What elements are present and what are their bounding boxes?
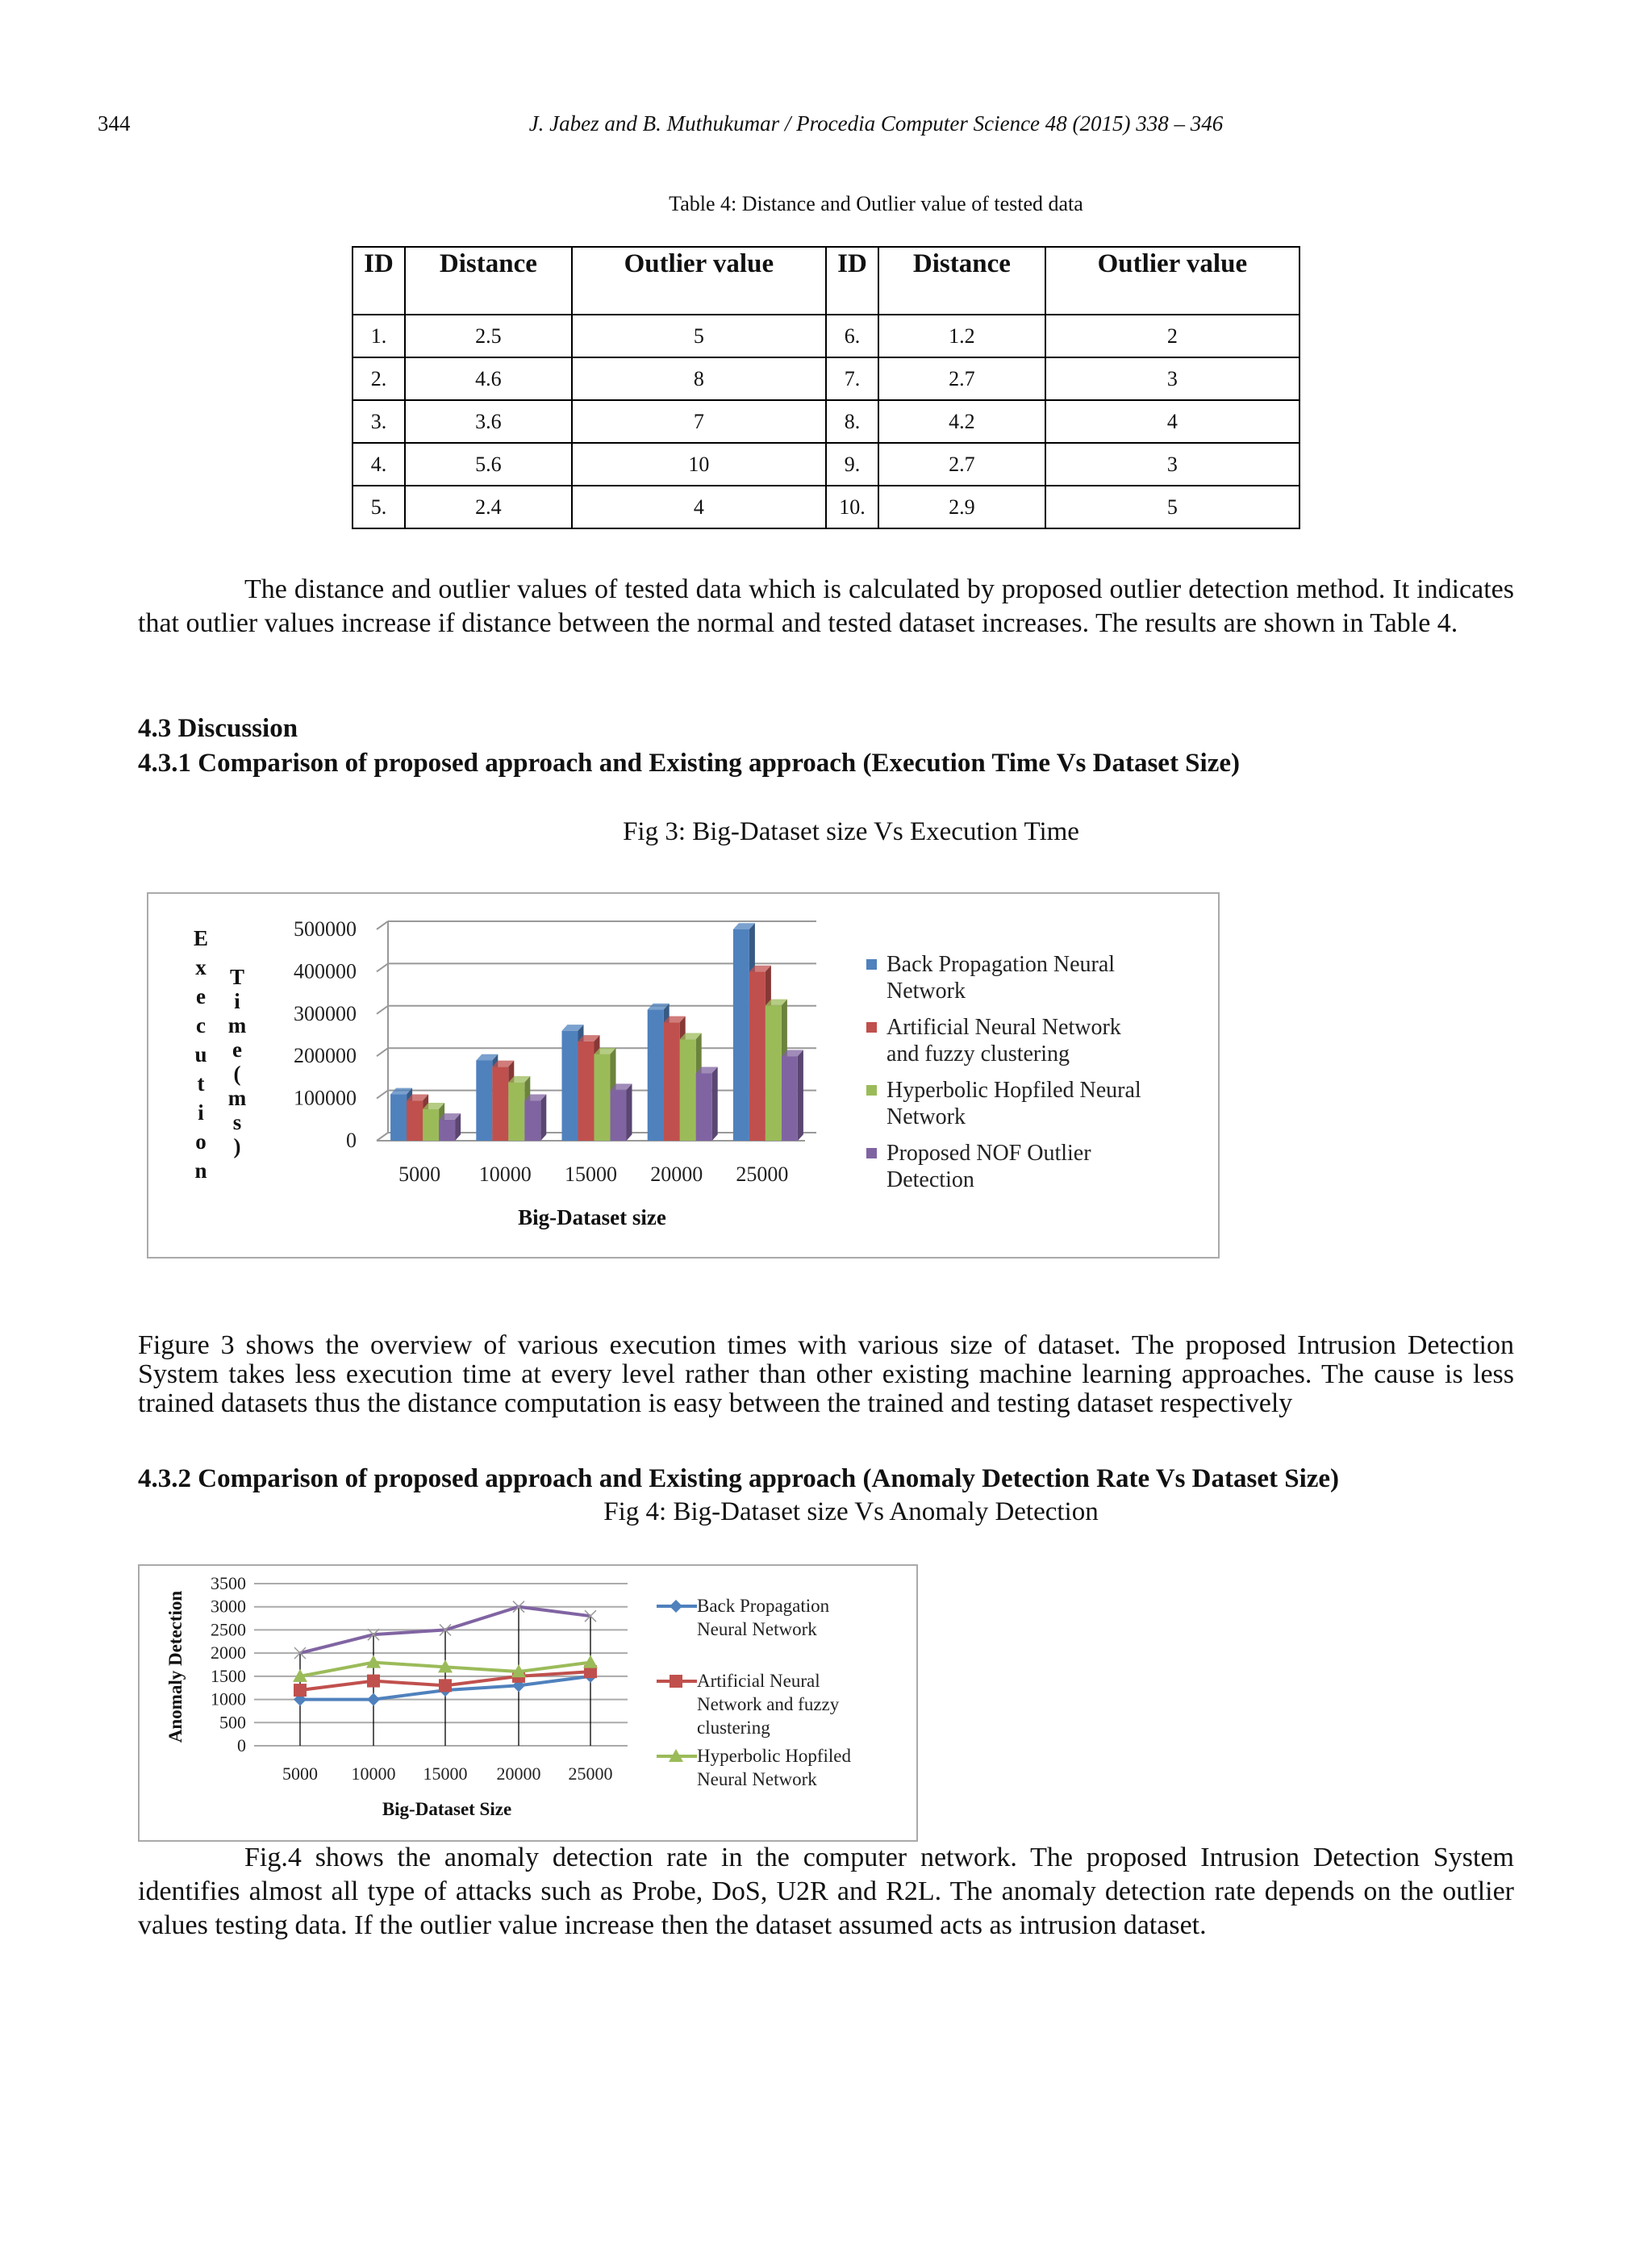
table-caption: Table 4: Distance and Outlier value of tested data xyxy=(669,192,1083,215)
table-cell: 5. xyxy=(353,486,405,528)
y-axis-title: Anomaly Detection xyxy=(165,1590,186,1743)
y-tick-label: 3000 xyxy=(211,1596,246,1617)
table-cell: 9. xyxy=(826,443,878,486)
y-tick-label: 500 xyxy=(219,1712,246,1733)
diamond-marker xyxy=(367,1693,380,1706)
legend-label: Artificial Neural Network xyxy=(886,1015,1121,1040)
legend-label: Hyperbolic Hopfiled xyxy=(697,1746,851,1766)
table-header-cell: Distance xyxy=(405,247,572,315)
figure-3-caption: Fig 3: Big-Dataset size Vs Execution Time xyxy=(623,817,1079,846)
x-tick-label: 10000 xyxy=(478,1162,532,1186)
legend-label: Neural Network xyxy=(697,1619,817,1639)
x-tick-label: 5000 xyxy=(282,1764,318,1784)
y-axis-title-execution: E x e c u t i o n xyxy=(193,926,209,1183)
table-cell: 2.9 xyxy=(878,486,1045,528)
y-tick-label: 200000 xyxy=(294,1044,357,1068)
figure-4-caption: Fig 4: Big-Dataset size Vs Anomaly Detection xyxy=(603,1497,1099,1526)
y-tick-label: 0 xyxy=(346,1129,357,1152)
y-tick-label: 1000 xyxy=(211,1688,246,1709)
y-tick-label: 100000 xyxy=(294,1086,357,1110)
table-cell: 10. xyxy=(826,486,878,528)
table-cell: 1.2 xyxy=(878,315,1045,357)
legend-label: Network xyxy=(886,1104,966,1129)
y-tick-label: 2000 xyxy=(211,1642,246,1663)
paragraph-table-results: The distance and outlier values of tested data which is calculated by proposed outlier detection method. It indicates that outlier values increase if distance between the normal and tested dataset increases. The results are shown in Table 4. xyxy=(138,574,1514,638)
legend-label: Back Propagation Neural xyxy=(886,952,1116,977)
table-header-cell: ID xyxy=(353,247,405,315)
legend-label: Back Propagation xyxy=(697,1596,830,1616)
legend-label: Artificial Neural xyxy=(697,1671,820,1691)
y-tick-label: 3500 xyxy=(211,1573,246,1593)
table-cell: 8 xyxy=(572,357,826,400)
table-header-cell: Outlier value xyxy=(572,247,826,315)
x-tick-label: 25000 xyxy=(568,1764,613,1784)
x-tick-label: 15000 xyxy=(423,1764,468,1784)
y-tick-label: 1500 xyxy=(211,1665,246,1686)
table-header-cell: Distance xyxy=(878,247,1045,315)
table-cell: 2 xyxy=(1045,315,1299,357)
paragraph-figure-3: Figure 3 shows the overview of various execution times with various size of dataset. The proposed Intrusion Detection System takes less execution time at every level rather than other existing machine learning approaches. The cause is less trained datasets thus the distance computation is easy between the trained and testing dataset respectively xyxy=(138,1330,1514,1418)
table-cell: 3.6 xyxy=(405,400,572,443)
x-tick-label: 15000 xyxy=(565,1162,617,1186)
table-cell: 3. xyxy=(353,400,405,443)
table-cell: 2.7 xyxy=(878,357,1045,400)
section-heading-4-3-2: 4.3.2 Comparison of proposed approach and Existing approach (Anomaly Detection Rate Vs Dataset Size) xyxy=(138,1464,1340,1493)
legend-label: clustering xyxy=(697,1718,770,1738)
table-cell: 4 xyxy=(1045,400,1299,443)
table-cell: 2.5 xyxy=(405,315,572,357)
table-cell: 3 xyxy=(1045,357,1299,400)
y-tick-label: 0 xyxy=(237,1735,246,1755)
y-tick-label: 400000 xyxy=(294,959,357,983)
table-cell: 2.7 xyxy=(878,443,1045,486)
table-cell: 4. xyxy=(353,443,405,486)
x-axis-title: Big-Dataset size xyxy=(518,1205,666,1229)
y-tick-label: 500000 xyxy=(294,917,357,941)
x-tick-label: 20000 xyxy=(650,1162,703,1186)
table-cell: 1. xyxy=(353,315,405,357)
y-axis-title-time: T i m e ( m s ) xyxy=(227,965,247,1158)
square-marker xyxy=(367,1675,380,1688)
legend-label: and fuzzy clustering xyxy=(886,1041,1070,1066)
legend-label: Detection xyxy=(886,1167,974,1192)
section-heading-discussion: 4.3 Discussion xyxy=(138,714,298,743)
x-tick-label: 25000 xyxy=(736,1162,789,1186)
square-marker xyxy=(294,1684,307,1697)
x-axis-title: Big-Dataset Size xyxy=(382,1799,512,1819)
table-cell: 5 xyxy=(1045,486,1299,528)
table-cell: 3 xyxy=(1045,443,1299,486)
table-cell: 2.4 xyxy=(405,486,572,528)
legend-label: Network xyxy=(886,979,966,1004)
page-number: 344 xyxy=(98,111,131,136)
table-cell: 4.2 xyxy=(878,400,1045,443)
square-marker xyxy=(670,1675,682,1688)
x-tick-label: 10000 xyxy=(351,1764,396,1784)
y-tick-label: 2500 xyxy=(211,1619,246,1640)
table-header-cell: Outlier value xyxy=(1045,247,1299,315)
table-cell: 10 xyxy=(572,443,826,486)
table-cell: 7. xyxy=(826,357,878,400)
table-cell: 7 xyxy=(572,400,826,443)
y-tick-label: 300000 xyxy=(294,1001,357,1025)
legend-label: Network and fuzzy xyxy=(697,1694,840,1714)
table-cell: 6. xyxy=(826,315,878,357)
table-cell: 5.6 xyxy=(405,443,572,486)
table-cell: 4 xyxy=(572,486,826,528)
paragraph-figure-4: Fig.4 shows the anomaly detection rate in the computer network. The proposed Intrusion Detection System identifies almost all type of attacks such as Probe, DoS, U2R and R2L. The anomaly detection rate depends on the outlier values testing data. If the outlier value increase then the dataset assumed acts as intrusion dataset. xyxy=(138,1843,1514,1940)
legend-label: Neural Network xyxy=(697,1769,817,1789)
table-cell: 4.6 xyxy=(405,357,572,400)
table-cell: 8. xyxy=(826,400,878,443)
legend-label: Hyperbolic Hopfiled Neural xyxy=(886,1078,1141,1103)
table-header-cell: ID xyxy=(826,247,878,315)
section-heading-4-3-1: 4.3.1 Comparison of proposed approach and Existing approach (Execution Time Vs Dataset Size) xyxy=(138,749,1240,778)
running-title: J. Jabez and B. Muthukumar / Procedia Computer Science 48 (2015) 338 – 346 xyxy=(528,111,1224,136)
square-marker xyxy=(439,1679,452,1692)
legend-label: Proposed NOF Outlier xyxy=(886,1141,1091,1166)
table-cell: 5 xyxy=(572,315,826,357)
x-tick-label: 5000 xyxy=(398,1162,441,1186)
diamond-marker xyxy=(670,1600,682,1613)
table-cell: 2. xyxy=(353,357,405,400)
x-tick-label: 20000 xyxy=(496,1764,541,1784)
